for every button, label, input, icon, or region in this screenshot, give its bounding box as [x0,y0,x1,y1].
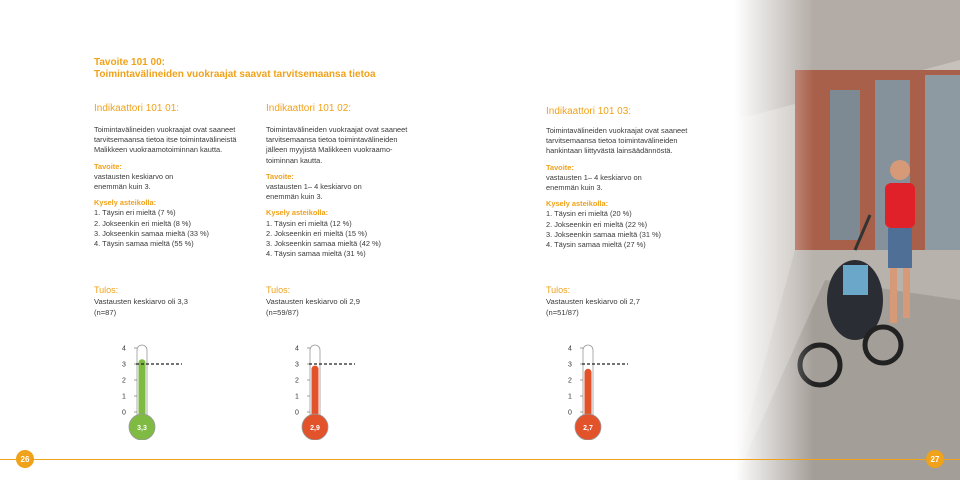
page-title [94,57,376,81]
thermometer-3 [556,340,636,440]
scale-item: 3. Jokseenkin samaa mieltä (33 %) [94,228,210,238]
tick-label: 3 [568,361,572,369]
scale-block [546,199,721,250]
thermometer-1 [110,340,190,440]
indicator-description [546,126,721,157]
result-n: (n=51/87) [546,308,579,317]
scale-label: Kysely asteikolla: [546,199,609,209]
scale-item: 1. Täysin eri mieltä (20 %) [546,209,632,219]
goal-line: vastausten 1– 4 keskiarvo on [546,172,642,182]
result-label: Tulos: [94,285,119,295]
thermometer-value-label: 3,3 [137,425,147,432]
result-label: Tulos: [266,285,291,295]
scale-item: 1. Täysin eri mieltä (12 %) [266,218,352,228]
indicator-heading: Indikaattori 101 01: [94,103,180,114]
scale-block [266,208,441,259]
indicator-column-2 [266,125,441,265]
result-text [94,296,188,318]
tick-label: 1 [295,393,299,401]
page-number-right: 27 [926,450,944,468]
indicator-description [94,125,269,156]
description-line: Toimintavälineiden vuokraajat ovat saaneet [546,126,688,135]
scale-item: 4. Täysin samaa mieltä (55 %) [94,239,194,249]
scale-item: 4. Täysin samaa mieltä (31 %) [266,249,366,259]
indicator-heading: Indikaattori 101 02: [266,103,352,114]
scale-label: Kysely asteikolla: [266,208,329,218]
description-line: Toimintavälineiden vuokraajat ovat saaneet [266,125,408,134]
description-line: tarvitsemaansa tietoa itse toimintavälineistä [94,135,237,145]
scale-item: 2. Jokseenkin eri mieltä (15 %) [266,228,368,238]
scale-item: 4. Täysin samaa mieltä (27 %) [546,240,646,250]
result-value-text: Vastausten keskiarvo oli 2,7 [546,297,640,306]
description-line: toiminnan kautta. [266,155,323,165]
scale-block [94,198,269,249]
scale-item: 2. Jokseenkin eri mieltä (8 %) [94,218,191,228]
goal-label: Tavoite: [546,162,574,172]
result-value-text: Vastausten keskiarvo oli 2,9 [266,297,360,306]
indicator-column-1 [94,125,269,255]
tick-label: 1 [122,393,126,401]
indicator-heading: Indikaattori 101 03: [546,106,632,117]
tick-label: 2 [122,377,126,385]
page-title-line-1: Tavoite 101 00: [94,57,165,68]
goal-block [94,162,269,193]
tick-label: 4 [568,345,572,353]
result-text [266,296,360,318]
description-line: tarvitsemaansa tietoa toimintavälineiden [266,135,398,145]
page-title-line-2: Toimintavälineiden vuokraajat saavat tarvitsemaansa tietoa [94,69,376,80]
tick-label: 4 [122,345,126,353]
indicator-column-3 [546,126,721,256]
scale-item: 1. Täysin eri mieltä (7 %) [94,208,176,218]
description-line: Toimintavälineiden vuokraajat ovat saaneet [94,125,236,134]
result-n: (n=87) [94,308,117,317]
page-number-left: 26 [16,450,34,468]
goal-label: Tavoite: [94,161,122,171]
goal-line: vastausten keskiarvo on [94,171,174,181]
scale-item: 3. Jokseenkin samaa mieltä (42 %) [266,239,382,249]
result-value-text: Vastausten keskiarvo oli 3,3 [94,297,188,306]
goal-line: enemmän kuin 3. [94,182,151,192]
goal-block [546,163,721,194]
thermometer-value-label: 2,9 [310,425,320,432]
description-line: Malikkeen vuokraamotoiminnan kautta. [94,145,223,155]
tick-label: 1 [568,393,572,401]
description-line: jälleen myyjistä Malikkeen vuokraamo- [266,145,393,155]
goal-label: Tavoite: [266,171,294,181]
tick-label: 0 [568,409,572,417]
result-label: Tulos: [546,285,571,295]
thermometer-fill [139,359,146,420]
goal-line: vastausten 1– 4 keskiarvo on [266,182,362,192]
indicator-description [266,125,441,166]
photo-man-with-stroller [735,0,960,480]
tick-label: 0 [295,409,299,417]
thermometer-fill [312,366,319,420]
description-line: tarvitsemaansa tietoa toimintavälineiden [546,136,678,146]
tick-label: 0 [122,409,126,417]
goal-line: enemmän kuin 3. [546,183,603,193]
scale-label: Kysely asteikolla: [94,198,157,208]
result-text [546,296,640,318]
tick-label: 2 [568,377,572,385]
goal-line: enemmän kuin 3. [266,192,323,202]
tick-label: 4 [295,345,299,353]
tick-label: 3 [122,361,126,369]
tick-label: 2 [295,377,299,385]
thermometer-2 [283,340,363,440]
goal-block [266,172,441,203]
thermometer-value-label: 2,7 [583,425,593,432]
scale-item: 3. Jokseenkin samaa mieltä (31 %) [546,229,662,239]
scale-item: 2. Jokseenkin eri mieltä (22 %) [546,219,648,229]
description-line: hankintaan liittyvästä lainsäädännöstä. [546,146,673,156]
bottom-rule [0,459,960,460]
result-n: (n=59/87) [266,308,299,317]
thermometer-fill [585,369,592,420]
tick-label: 3 [295,361,299,369]
